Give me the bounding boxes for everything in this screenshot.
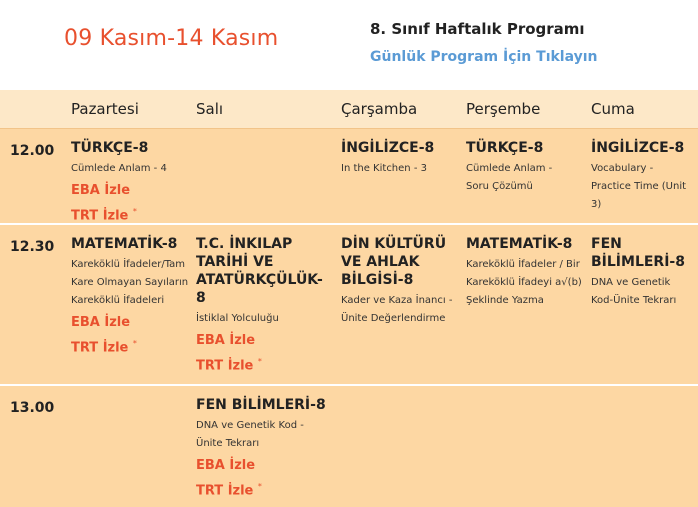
lesson-topic: Kareköklü İfadeler / Bir Kareköklü İfadeyi a√(b) Şeklinde Yazma xyxy=(466,259,582,306)
time-slot: 13.00 xyxy=(10,400,55,416)
subject-title: T.C. İNKILAP TARİHİ VE ATATÜRKÇÜLÜK-8 xyxy=(196,236,323,306)
lesson-cell xyxy=(71,235,189,358)
lesson-topic: Vocabulary - Practice Time (Unit 3) xyxy=(591,163,687,210)
trt-link-label[interactable]: TRT İzle xyxy=(196,358,254,374)
eba-watch-link[interactable]: EBA İzle xyxy=(71,183,131,198)
table-row xyxy=(0,225,698,386)
lesson-cell xyxy=(466,235,584,312)
lesson-cell xyxy=(466,139,578,198)
day-thursday: Perşembe xyxy=(466,100,541,118)
eba-watch-link[interactable]: EBA İzle xyxy=(196,333,256,348)
lesson-cell xyxy=(71,139,189,226)
lesson-cell xyxy=(196,235,332,376)
day-friday: Cuma xyxy=(591,100,635,118)
trt-watch-link[interactable] xyxy=(71,333,189,358)
lesson-cell xyxy=(341,139,459,180)
subject-title: TÜRKÇE-8 xyxy=(71,140,149,156)
subject-title: DİN KÜLTÜRÜ VE AHLAK BİLGİSİ-8 xyxy=(341,236,447,288)
subject-title: FEN BİLİMLERİ-8 xyxy=(591,236,685,270)
program-title: 8. Sınıf Haftalık Programı xyxy=(370,20,585,38)
schedule-table xyxy=(0,90,698,507)
lesson-topic: Cümlede Anlam - Soru Çözümü xyxy=(466,163,553,192)
subject-title: MATEMATİK-8 xyxy=(71,236,178,252)
trt-asterisk: * xyxy=(257,482,262,491)
subject-title: MATEMATİK-8 xyxy=(466,236,573,252)
date-range: 09 Kasım-14 Kasım xyxy=(64,26,279,51)
subject-title: TÜRKÇE-8 xyxy=(466,140,544,156)
lesson-cell xyxy=(591,139,695,216)
subject-title: İNGİLİZCE-8 xyxy=(591,140,685,156)
day-monday: Pazartesi xyxy=(71,100,139,118)
trt-link-label[interactable]: TRT İzle xyxy=(71,208,129,224)
lesson-topic: Kader ve Kaza İnancı - Ünite Değerlendirme xyxy=(341,295,453,324)
time-slot: 12.30 xyxy=(10,239,55,255)
lesson-topic: Cümlede Anlam - 4 xyxy=(71,163,167,174)
eba-watch-link[interactable]: EBA İzle xyxy=(71,315,131,330)
trt-watch-link[interactable] xyxy=(196,476,326,501)
trt-watch-link[interactable] xyxy=(71,201,189,226)
trt-asterisk: * xyxy=(132,207,137,216)
lesson-cell xyxy=(196,396,326,501)
eba-watch-link[interactable]: EBA İzle xyxy=(196,458,256,473)
lesson-topic: DNA ve Genetik Kod-Ünite Tekrarı xyxy=(591,277,677,306)
daily-program-link[interactable]: Günlük Program İçin Tıklayın xyxy=(370,49,598,65)
day-tuesday: Salı xyxy=(196,100,224,118)
subject-title: FEN BİLİMLERİ-8 xyxy=(196,397,326,413)
table-row xyxy=(0,386,698,502)
day-header-row xyxy=(0,90,698,129)
trt-link-label[interactable]: TRT İzle xyxy=(196,483,254,499)
trt-link-label[interactable]: TRT İzle xyxy=(71,340,129,356)
lesson-topic: DNA ve Genetik Kod - Ünite Tekrarı xyxy=(196,420,304,449)
trt-asterisk: * xyxy=(257,357,262,366)
day-wednesday: Çarşamba xyxy=(341,100,418,118)
lesson-topic: Kareköklü İfadeler/Tam Kare Olmayan Sayıların Kareköklü İfadeleri xyxy=(71,259,189,306)
trt-watch-link[interactable] xyxy=(196,351,332,376)
trt-asterisk: * xyxy=(132,339,137,348)
lesson-topic: In the Kitchen - 3 xyxy=(341,163,427,174)
lesson-cell xyxy=(341,235,453,330)
lesson-cell xyxy=(591,235,695,312)
time-slot: 12.00 xyxy=(10,143,55,159)
lesson-topic: İstiklal Yolculuğu xyxy=(196,313,279,324)
table-row xyxy=(0,129,698,225)
page-header xyxy=(0,0,698,90)
subject-title: İNGİLİZCE-8 xyxy=(341,140,435,156)
